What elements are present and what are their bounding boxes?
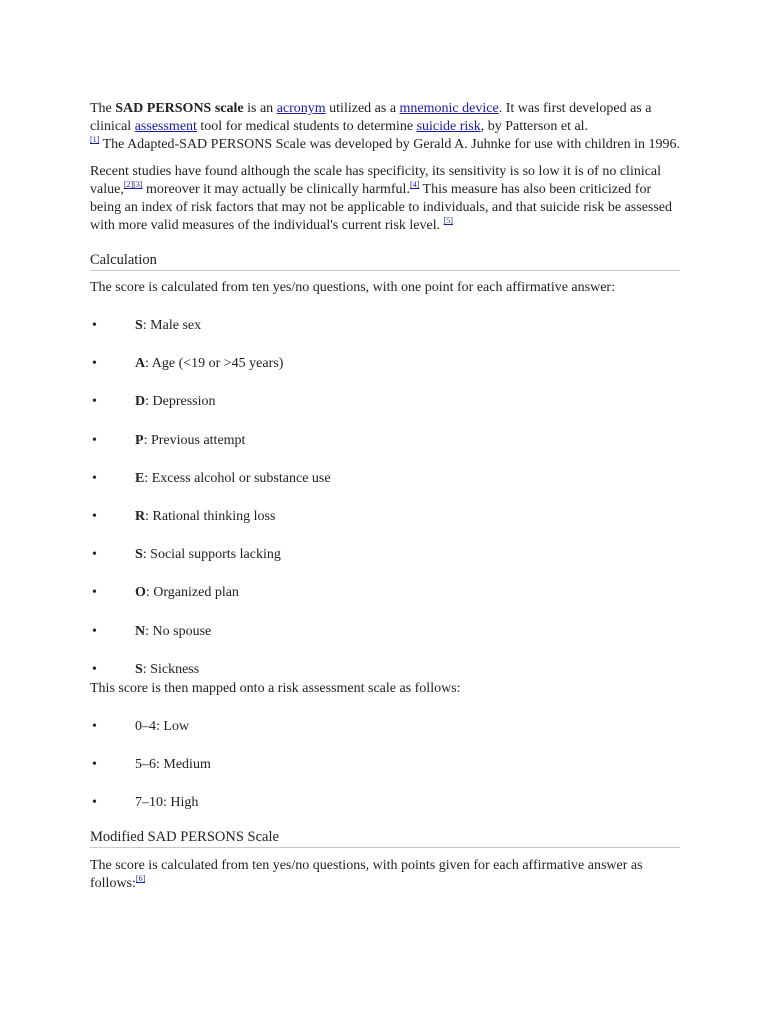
reference-6 bbox=[136, 874, 145, 883]
reference-5 bbox=[444, 216, 453, 225]
scale-text: 7–10: High bbox=[135, 794, 199, 810]
list-item bbox=[90, 584, 680, 602]
bold-term: SAD PERSONS scale bbox=[115, 101, 244, 116]
bullet-icon: • bbox=[92, 661, 97, 677]
list-item bbox=[90, 317, 680, 335]
reference-4-link[interactable]: [4] bbox=[409, 180, 420, 189]
modified-scale-text bbox=[90, 857, 680, 893]
bullet-icon: • bbox=[92, 547, 97, 563]
intro-paragraph-1 bbox=[90, 100, 680, 154]
item-text: : Excess alcohol or substance use bbox=[144, 470, 331, 486]
item-text: : Rational thinking loss bbox=[145, 508, 276, 524]
list-item bbox=[90, 393, 680, 411]
item-letter: A bbox=[135, 356, 146, 372]
bullet-icon: • bbox=[92, 356, 97, 372]
text: utilized as a bbox=[325, 101, 400, 116]
assessment-link[interactable]: assessment bbox=[134, 119, 197, 134]
text: , by Patterson et al. bbox=[480, 119, 589, 134]
bullet-icon: • bbox=[92, 432, 97, 448]
list-item bbox=[90, 470, 680, 488]
modified-scale-heading: Modified SAD PERSONS Scale bbox=[90, 828, 680, 848]
text: moreover it may actually be clinically harmful. bbox=[142, 182, 410, 197]
list-item bbox=[90, 718, 680, 736]
article-content bbox=[90, 100, 680, 893]
bullet-icon: • bbox=[92, 585, 97, 601]
item-letter: S bbox=[135, 318, 143, 333]
list-item bbox=[90, 794, 680, 812]
list-item bbox=[90, 623, 680, 641]
intro-paragraph-2 bbox=[90, 163, 680, 235]
item-text: : Organized plan bbox=[145, 585, 239, 601]
item-letter: S bbox=[135, 547, 143, 563]
text: The bbox=[90, 101, 116, 116]
item-letter: R bbox=[135, 508, 146, 524]
item-text: : Depression bbox=[145, 394, 216, 410]
text: . It was first developed as a clinical bbox=[90, 101, 652, 134]
bullet-icon: • bbox=[92, 718, 97, 734]
bullet-icon: • bbox=[92, 794, 97, 810]
item-letter: D bbox=[135, 394, 146, 410]
reference-5-link[interactable]: [5] bbox=[443, 216, 453, 225]
risk-scale-list bbox=[90, 718, 680, 812]
item-text: : Social supports lacking bbox=[142, 547, 281, 563]
bullet-icon: • bbox=[92, 623, 97, 639]
item-letter: N bbox=[135, 623, 146, 639]
list-item bbox=[90, 432, 680, 450]
text: is an bbox=[243, 101, 277, 116]
reference-4 bbox=[410, 180, 419, 189]
criteria-list bbox=[90, 317, 680, 679]
item-letter: P bbox=[135, 432, 144, 448]
bullet-icon: • bbox=[92, 470, 97, 486]
mnemonic-device-link[interactable]: mnemonic device bbox=[399, 101, 499, 116]
item-letter: E bbox=[135, 470, 145, 486]
bullet-icon: • bbox=[92, 756, 97, 772]
reference-2-link[interactable]: [2] bbox=[123, 180, 134, 189]
calculation-intro: The score is calculated from ten yes/no questions, with one point for each affirmative answer: bbox=[90, 280, 615, 295]
item-text: : Sickness bbox=[142, 661, 200, 677]
text: tool for medical students to determine bbox=[196, 119, 417, 134]
mapping-intro: This score is then mapped onto a risk assessment scale as follows: bbox=[90, 680, 461, 696]
reference-2-3 bbox=[124, 180, 143, 189]
calculation-heading: Calculation bbox=[90, 251, 680, 271]
scale-text: 0–4: Low bbox=[135, 718, 190, 734]
bullet-icon: • bbox=[92, 394, 97, 410]
text: This measure has also been criticized for being an index of risk factors that may not be applicable to individuals, and that suicide risk be assessed with more valid measures of the individual's current risk level. bbox=[90, 182, 673, 233]
text: The Adapted-SAD PERSONS Scale was developed by Gerald A. Juhnke for use with children in 1996. bbox=[99, 137, 680, 152]
reference-6-link[interactable]: [6] bbox=[135, 873, 146, 883]
bullet-icon: • bbox=[92, 508, 97, 524]
bullet-icon: • bbox=[92, 318, 97, 333]
reference-1 bbox=[90, 135, 99, 144]
item-letter: S bbox=[135, 661, 143, 677]
acronym-link[interactable]: acronym bbox=[276, 101, 326, 116]
item-text: : Male sex bbox=[142, 318, 202, 333]
item-letter: O bbox=[135, 585, 146, 601]
suicide-risk-link[interactable]: suicide risk bbox=[416, 119, 481, 134]
text: The score is calculated from ten yes/no questions, with points given for each affirmative answer as follows: bbox=[90, 857, 643, 891]
scale-text: 5–6: Medium bbox=[135, 756, 211, 772]
list-item bbox=[90, 546, 680, 564]
text: Recent studies have found although the scale has specificity, its sensitivity is so low it is of no clinical value, bbox=[90, 164, 662, 197]
item-text: : Age (<19 or >45 years) bbox=[145, 356, 284, 372]
reference-1-link[interactable]: [1] bbox=[90, 135, 100, 144]
list-item bbox=[90, 355, 680, 373]
list-item bbox=[90, 508, 680, 526]
list-item bbox=[90, 661, 680, 679]
reference-3-link[interactable]: [3] bbox=[133, 180, 143, 189]
item-text: : No spouse bbox=[145, 623, 212, 639]
list-item bbox=[90, 756, 680, 774]
item-text: : Previous attempt bbox=[143, 432, 246, 448]
